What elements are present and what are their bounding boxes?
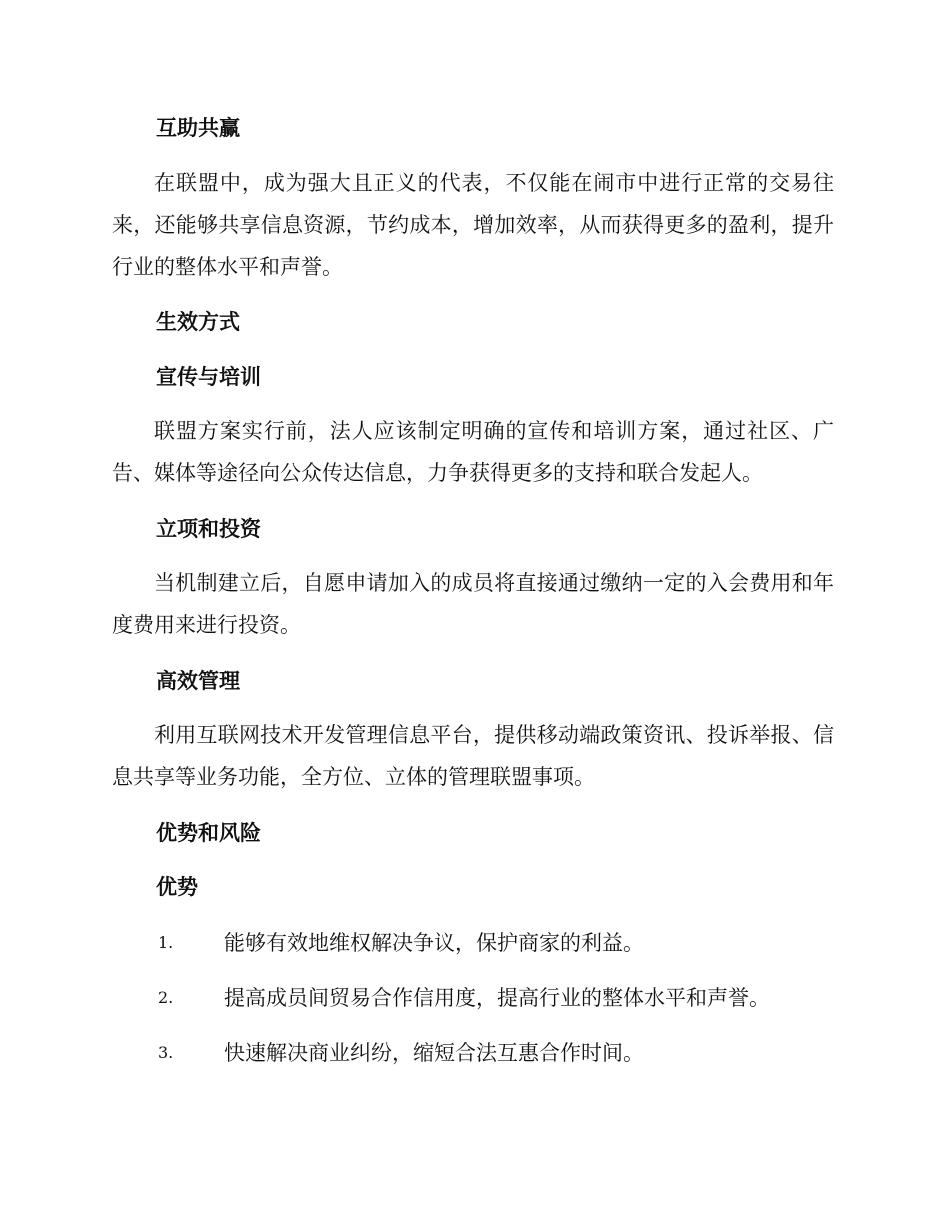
list-item-text: 提高成员间贸易合作信用度，提高行业的整体水平和声誉。 — [224, 986, 770, 1010]
section-heading-advantages: 优势 — [156, 874, 198, 899]
section-paragraph-promotion-training: 联盟方案实行前，法人应该制定明确的宣传和培训方案，通过社区、广告、媒体等途径向公众传达信息，力争获得更多的支持和联合发起人。 — [112, 419, 834, 485]
list-item-number: 3. — [158, 1043, 174, 1062]
section-paragraph-efficient-management: 利用互联网技术开发管理信息平台，提供移动端政策资讯、投诉举报、信息共享等业务功能，全方位、立体的管理联盟事项。 — [112, 723, 834, 789]
section-heading-mutual-benefit: 互助共赢 — [156, 115, 240, 140]
list-item-text: 能够有效地维权解决争议，保护商家的利益。 — [224, 931, 644, 955]
section-heading-project-investment: 立项和投资 — [156, 516, 261, 541]
list-item-text: 快速解决商业纠纷，缩短合法互惠合作时间。 — [224, 1041, 644, 1065]
section-heading-efficient-management: 高效管理 — [156, 668, 240, 693]
section-heading-effective-method: 生效方式 — [156, 309, 240, 334]
section-paragraph-mutual-benefit: 在联盟中，成为强大且正义的代表，不仅能在闹市中进行正常的交易往来，还能够共享信息资源，节约成本，增加效率，从而获得更多的盈利，提升行业的整体水平和声誉。 — [112, 171, 834, 279]
list-item-number: 1. — [158, 933, 174, 952]
section-heading-advantages-risks: 优势和风险 — [156, 820, 261, 845]
list-item-number: 2. — [158, 988, 174, 1007]
section-heading-promotion-training: 宣传与培训 — [156, 364, 261, 389]
section-paragraph-project-investment: 当机制建立后，自愿申请加入的成员将直接通过缴纳一定的入会费用和年度费用来进行投资。 — [112, 571, 834, 637]
